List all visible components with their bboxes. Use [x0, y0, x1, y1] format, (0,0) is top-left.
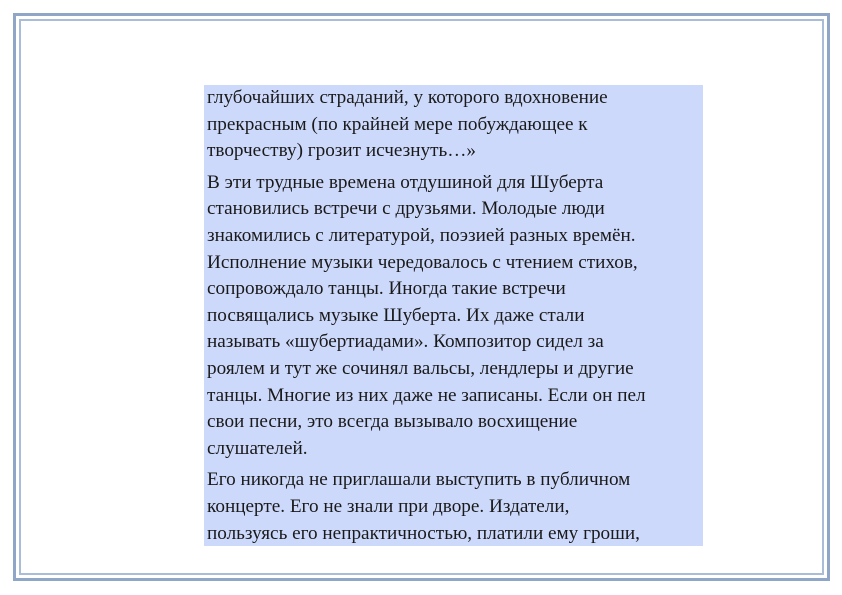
paragraph-3: Его никогда не приглашали выступить в публичном концерте. Его не знали при дворе. Издатели, пользуясь его непрактичностью, платили ему гроши,: [207, 469, 640, 544]
text-box: [204, 85, 703, 546]
paragraph-1: глубочайших страданий, у которого вдохновение прекрасным (по крайней мере побуждающее к творчеству) грозит исчезнуть…»: [207, 87, 608, 162]
paragraph-2: В эти трудные времена отдушиной для Шуберта становились встречи с друзьями. Молодые люди знакомились с литературой, поэзией разных времён. Исполнение музыки чередовалось с чтением стихов, сопровождало танцы. Иногда такие встречи посвящались музыке Шуберта. Их даже стали называть «шубертиадами». Композитор сидел за роялем и тут же сочинял вальсы, лендлеры и другие танцы. Многие из них даже не записаны. Если он пел свои песни, это всегда вызывало восхищение слушателей.: [207, 171, 646, 459]
